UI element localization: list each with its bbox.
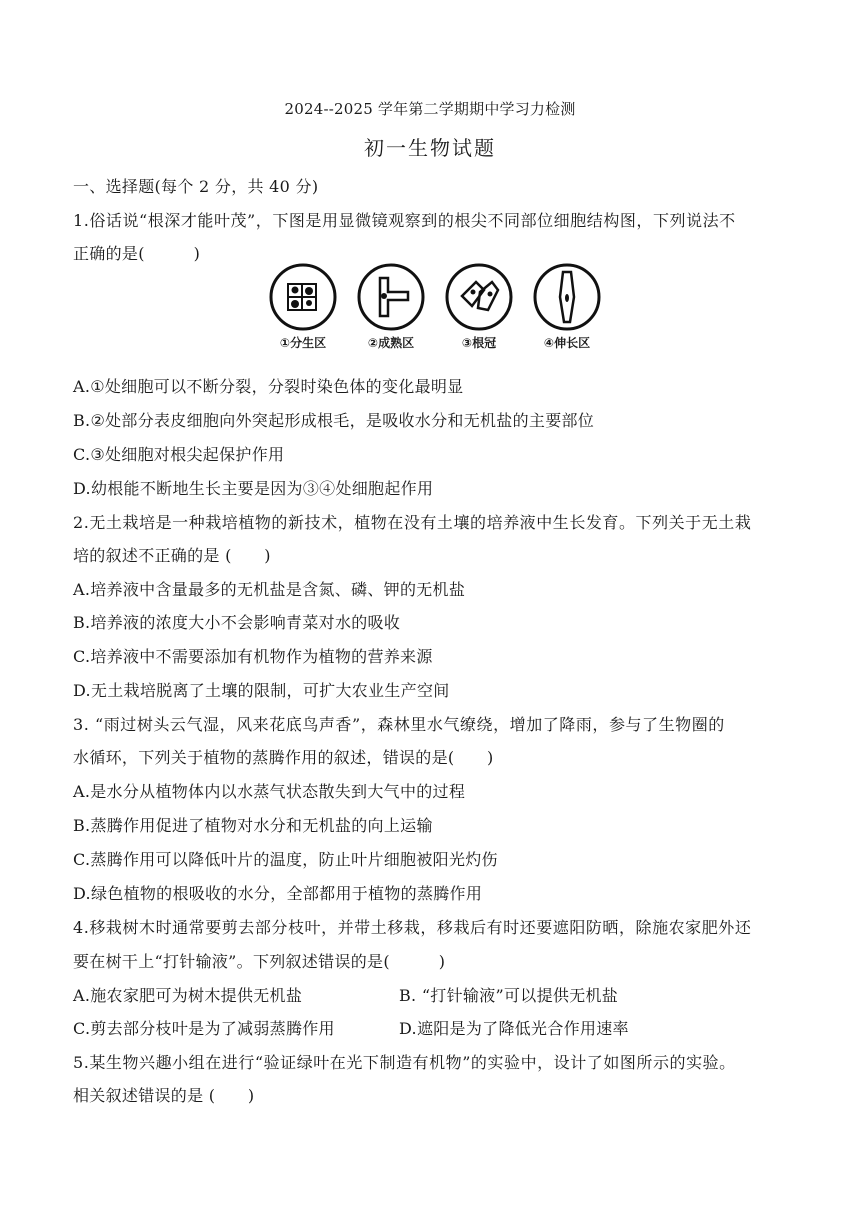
q2-option-d: D.无土栽培脱离了土壤的限制，可扩大农业生产空间: [73, 681, 450, 700]
figure-caption-3: ③根冠: [461, 336, 497, 350]
elongation-zone-diagram: [532, 262, 602, 332]
figure-cell-root-cap: [444, 262, 514, 351]
q4-option-c: C.剪去部分枝叶是为了减弱蒸腾作用: [73, 1019, 335, 1038]
q1-option-c: C.③处细胞对根尖起保护作用: [73, 445, 285, 464]
q3-option-d: D.绿色植物的根吸收的水分，全部都用于植物的蒸腾作用: [73, 884, 483, 903]
exam-title: 初一生物试题: [364, 136, 496, 160]
q3-option-c: C.蒸腾作用可以降低叶片的温度，防止叶片细胞被阳光灼伤: [73, 850, 498, 869]
q3-stem-line2: 水循环，下列关于植物的蒸腾作用的叙述，错误的是( ): [73, 748, 494, 767]
q4-stem-line1: 4.移栽树木时通常要剪去部分枝叶，并带土移栽，移栽后有时还要遮阳防晒，除施农家肥外还: [73, 918, 752, 937]
figure-cell-elongation-zone: [532, 262, 602, 351]
root-cap-diagram: [444, 262, 514, 332]
q2-option-c: C.培养液中不需要添加有机物作为植物的营养来源: [73, 647, 433, 666]
q3-option-b: B.蒸腾作用促进了植物对水分和无机盐的向上运输: [73, 816, 433, 835]
division-zone-diagram: [268, 262, 338, 332]
figure-caption-2: ②成熟区: [367, 336, 415, 350]
maturation-zone-diagram: [356, 262, 426, 332]
q3-stem-line1: 3. “雨过树头云气湿，风来花底鸟声香”，森林里水气缭绕，增加了降雨，参与了生物圈的: [73, 715, 725, 734]
q1-option-b: B.②处部分表皮细胞向外突起形成根毛，是吸收水分和无机盐的主要部位: [73, 411, 595, 430]
exam-subtitle: 2024--2025 学年第二学期期中学习力检测: [284, 100, 576, 118]
figure-cell-division-zone: [268, 262, 338, 351]
figure-caption-1: ①分生区: [279, 336, 327, 350]
q4-stem-line2: 要在树干上“打针输液”。下列叙述错误的是( ): [73, 952, 446, 971]
q4-option-a: A.施农家肥可为树木提供无机盐: [73, 986, 303, 1005]
q5-stem-line1: 5.某生物兴趣小组在进行“验证绿叶在光下制造有机物”的实验中，设计了如图所示的实验。: [73, 1053, 736, 1072]
q2-option-a: A.培养液中含量最多的无机盐是含氮、磷、钾的无机盐: [73, 580, 466, 599]
q2-stem-line1: 2.无土栽培是一种栽培植物的新技术，植物在没有土壤的培养液中生长发育。下列关于无土栽: [73, 513, 752, 532]
q3-option-a: A.是水分从植物体内以水蒸气状态散失到大气中的过程: [73, 782, 466, 801]
q4-option-d: D.遮阳是为了降低光合作用速率: [399, 1019, 629, 1038]
q1-stem-line1: 1.俗话说“根深才能叶茂”，下图是用显微镜观察到的根尖不同部位细胞结构图，下列说法不: [73, 211, 736, 230]
figure-caption-4: ④伸长区: [543, 336, 591, 350]
q1-option-d: D.幼根能不断地生长主要是因为③④处细胞起作用: [73, 479, 434, 498]
q1-option-a: A.①处细胞可以不断分裂，分裂时染色体的变化最明显: [73, 377, 464, 396]
q2-option-b: B.培养液的浓度大小不会影响青菜对水的吸收: [73, 613, 401, 632]
q4-option-b: B. “打针输液”可以提供无机盐: [399, 986, 619, 1005]
figure-cell-maturation-zone: [356, 262, 426, 351]
q5-stem-line2: 相关叙述错误的是 ( ): [73, 1086, 255, 1105]
q2-stem-line2: 培的叙述不正确的是 ( ): [73, 546, 271, 565]
q1-stem-line2: 正确的是( ): [73, 244, 201, 263]
root-tip-cell-figure: [268, 262, 608, 360]
section-heading: 一、选择题(每个 2 分，共 40 分): [73, 177, 319, 196]
